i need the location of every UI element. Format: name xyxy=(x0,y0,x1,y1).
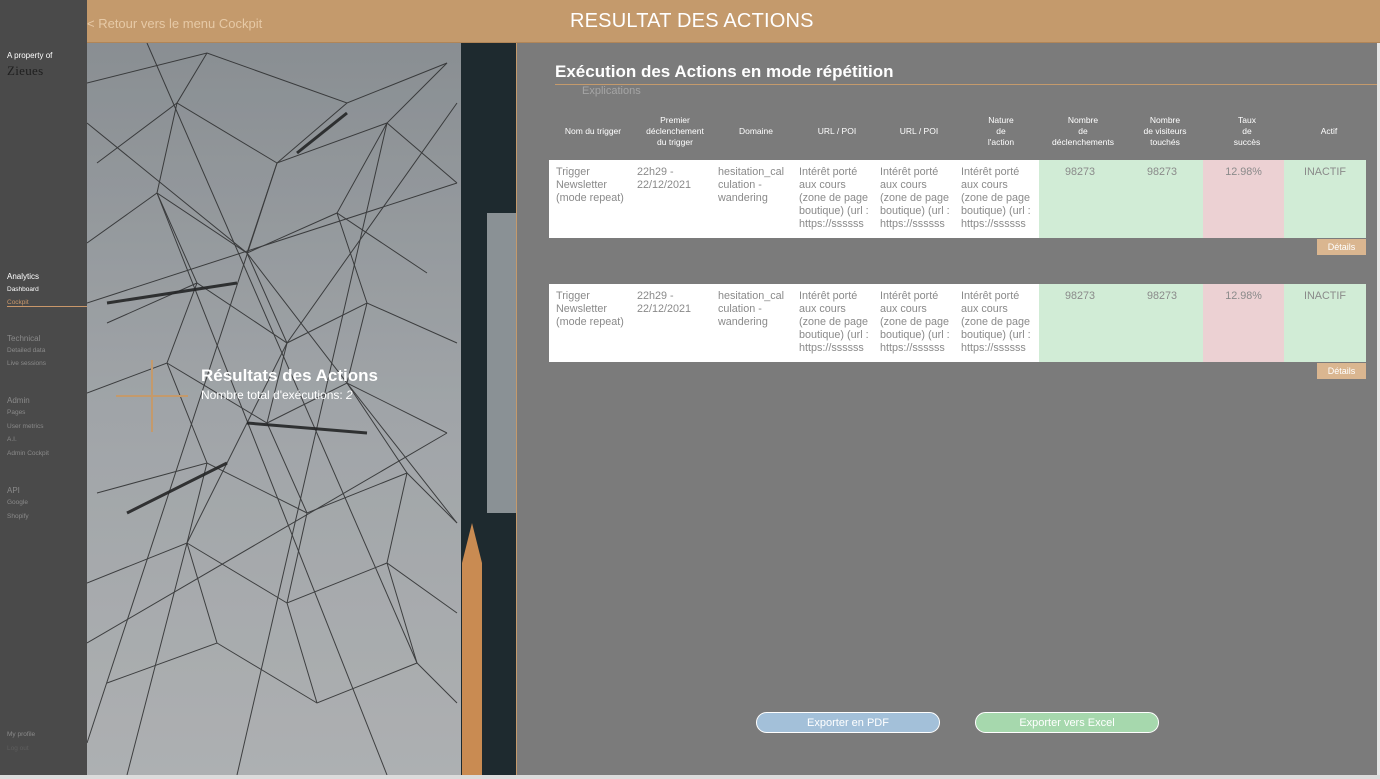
explanations-link[interactable]: Explications xyxy=(582,85,641,97)
top-header xyxy=(0,0,1380,43)
export-excel-button[interactable]: Exporter vers Excel xyxy=(975,712,1159,733)
sidebar-item-user-metrics[interactable]: User metrics xyxy=(7,423,44,430)
hero-title: Résultats des Actions xyxy=(201,366,378,385)
hero-count-label: Nombre total d'exécutions: xyxy=(201,388,347,402)
sidebar-item-admin-cockpit[interactable]: Admin Cockpit xyxy=(7,450,49,457)
table-row xyxy=(549,284,1366,362)
cell-active-status: INACTIF xyxy=(1284,284,1366,362)
sidebar-item-ai[interactable]: A.I. xyxy=(7,436,17,443)
cell-trigger-count: 98273 xyxy=(1039,160,1121,238)
nav-group-analytics: Analytics xyxy=(7,272,40,281)
cell-visitors: 98273 xyxy=(1121,160,1203,238)
sidebar-item-cockpit[interactable]: Cockpit xyxy=(7,299,29,306)
cell-action-nature: Intérêt porté aux cours (zone de page boutique) (url : https://ssssss xyxy=(961,166,1031,230)
export-pdf-button[interactable]: Exporter en PDF xyxy=(756,712,940,733)
bottom-edge-strip xyxy=(0,775,1380,779)
nav-group-admin: Admin xyxy=(7,396,30,405)
cell-visitors: 98273 xyxy=(1121,284,1203,362)
page-title: RESULTAT DES ACTIONS xyxy=(570,10,814,32)
sidebar-item-my-profile[interactable]: My profile xyxy=(7,731,36,738)
cell-first-trigger: 22h29 - 22/12/2021 xyxy=(637,290,692,315)
back-to-cockpit-link[interactable]: < Retour vers le menu Cockpit xyxy=(87,16,263,31)
sidebar-item-live-sessions[interactable]: Live sessions xyxy=(7,360,47,367)
sidebar-item-shopify[interactable]: Shopify xyxy=(7,513,29,520)
column-header-url-poi-2: URL / POI xyxy=(899,125,939,136)
cell-trigger-name: Trigger Newsletter (mode repeat) xyxy=(556,290,624,328)
hero-count xyxy=(201,388,353,402)
crosshair-horizontal xyxy=(116,395,188,397)
nav-group-technical: Technical xyxy=(7,334,41,343)
nav-group-api: API xyxy=(7,486,20,495)
column-header-visitors: Nombre de visiteurs touchés xyxy=(1143,114,1187,147)
panel-divider xyxy=(516,43,517,775)
cell-success-rate: 12.98% xyxy=(1203,160,1284,238)
cell-url-poi-2: Intérêt porté aux cours (zone de page boutique) (url : https://ssssss xyxy=(880,290,950,354)
cell-trigger-count: 98273 xyxy=(1039,284,1121,362)
details-button[interactable]: Détails xyxy=(1317,239,1366,255)
cell-url-poi-2: Intérêt porté aux cours (zone de page boutique) (url : https://ssssss xyxy=(880,166,950,230)
column-header-success-rate: Taux de succès xyxy=(1233,114,1261,147)
column-header-domain: Domaine xyxy=(738,125,774,136)
table-row xyxy=(549,160,1366,238)
column-header-first-trigger: Premier déclenchement du trigger xyxy=(646,114,704,147)
brand-tagline: A property of xyxy=(7,51,53,60)
hero-count-value: 2 xyxy=(346,388,353,402)
column-header-trigger-name: Nom du trigger xyxy=(564,125,622,136)
cell-url-poi-1: Intérêt porté aux cours (zone de page boutique) (url : https://ssssss xyxy=(799,166,869,230)
cell-url-poi-1: Intérêt porté aux cours (zone de page boutique) (url : https://ssssss xyxy=(799,290,869,354)
section-underline xyxy=(555,84,1380,85)
column-header-trigger-count: Nombre de déclenchements xyxy=(1052,114,1114,147)
sidebar-item-google[interactable]: Google xyxy=(7,499,28,506)
sidebar xyxy=(0,0,87,775)
cell-success-rate: 12.98% xyxy=(1203,284,1284,362)
column-header-url-poi-1: URL / POI xyxy=(817,125,857,136)
cell-domain: hesitation_cal culation - wandering xyxy=(718,166,785,204)
active-item-underline xyxy=(7,306,87,307)
sidebar-item-log-out[interactable]: Log out xyxy=(7,745,29,752)
column-header-active: Actif xyxy=(1320,125,1338,136)
details-button[interactable]: Détails xyxy=(1317,363,1366,379)
cell-action-nature: Intérêt porté aux cours (zone de page boutique) (url : https://ssssss xyxy=(961,290,1031,354)
sidebar-item-detailed-data[interactable]: Detailed data xyxy=(7,347,46,354)
cell-first-trigger: 22h29 - 22/12/2021 xyxy=(637,166,692,191)
sidebar-item-dashboard[interactable]: Dashboard xyxy=(7,286,39,293)
cell-domain: hesitation_cal culation - wandering xyxy=(718,290,785,328)
sidebar-item-pages[interactable]: Pages xyxy=(7,409,26,416)
column-header-action-nature: Nature de l'action xyxy=(987,114,1015,147)
brand-logo: Zieues xyxy=(7,63,44,78)
cell-trigger-name: Trigger Newsletter (mode repeat) xyxy=(556,166,624,204)
section-title: Exécution des Actions en mode répétition xyxy=(555,62,894,81)
cell-active-status: INACTIF xyxy=(1284,160,1366,238)
